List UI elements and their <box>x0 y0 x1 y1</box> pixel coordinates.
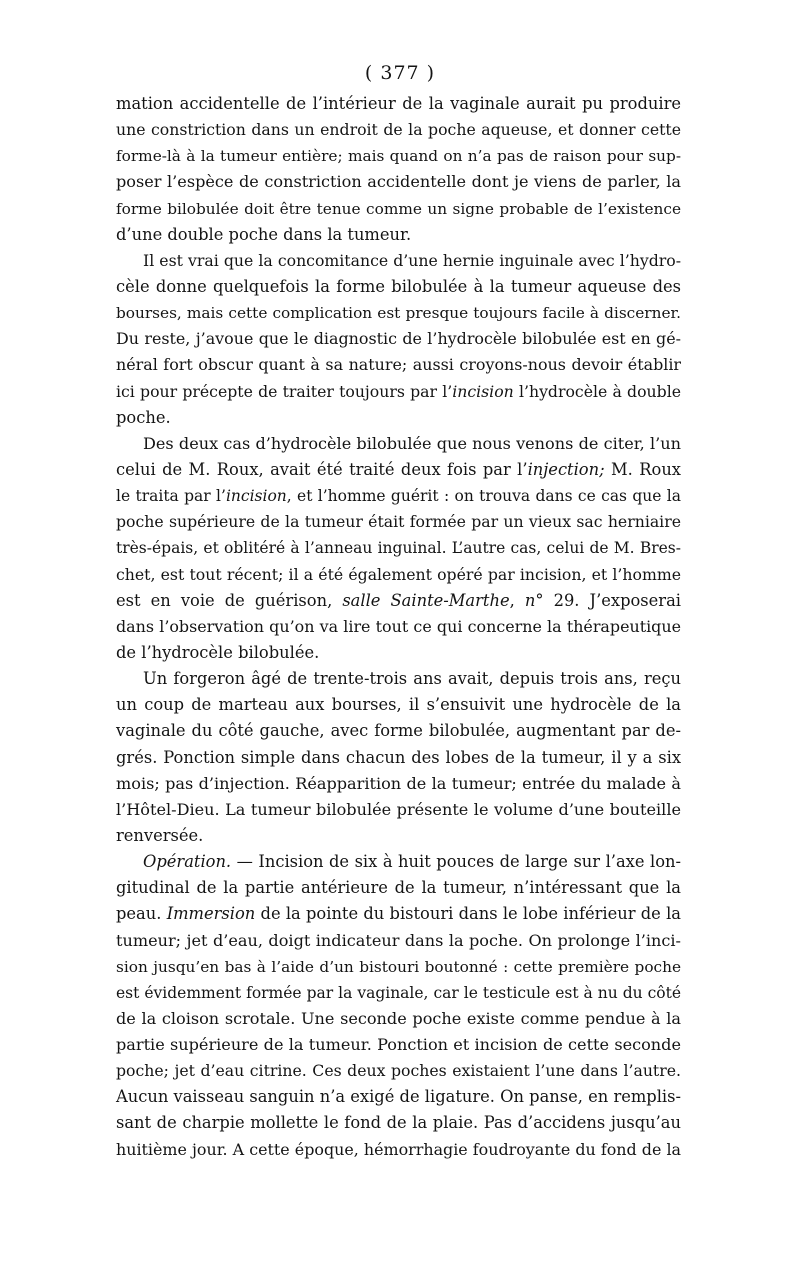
text-segment: partie supérieure de la tumeur. Ponction et incision de cette seconde <box>116 1035 681 1055</box>
text-line <box>116 457 681 483</box>
page-number: ( 377 ) <box>364 62 436 84</box>
text-segment: grés. Ponction simple dans chacun des lobes de la tumeur, il y a six <box>116 747 681 767</box>
text-segment: est évidemment formée par la vaginale, car le testicule est à nu du côté <box>116 983 681 1002</box>
text-line <box>116 797 681 823</box>
text-line <box>116 326 681 352</box>
text-segment: M. Roux <box>604 459 681 479</box>
text-line <box>116 562 681 588</box>
text-line <box>116 1006 681 1032</box>
text-line <box>116 901 681 927</box>
text-line <box>116 431 681 457</box>
text-segment: néral fort obscur quant à sa nature; aussi croyons-nous devoir établir <box>116 355 681 375</box>
text-segment: sion jusqu’en bas à l’aide d’un bistouri boutonné : cette première poche <box>116 957 681 976</box>
body-text <box>116 91 681 1163</box>
text-segment: est en voie de guérison, <box>116 590 343 610</box>
italic-segment: salle Sainte-Marthe <box>342 590 510 610</box>
text-line <box>116 849 681 875</box>
text-line <box>116 352 681 378</box>
text-line <box>116 274 681 300</box>
text-segment: celui de M. Roux, avait été traité deux fois par l’ <box>116 459 528 479</box>
text-segment: Un forgeron âgé de trente-trois ans avait, depuis trois ans, reçu <box>143 669 681 689</box>
text-segment: mois; pas d’injection. Réapparition de la tumeur; entrée du malade à <box>116 773 681 793</box>
text-segment: très-épais, et oblitéré à l’anneau inguinal. L’autre cas, celui de M. Bres- <box>116 539 681 558</box>
text-segment: , <box>509 590 525 610</box>
text-segment: l’hydrocèle à double <box>513 381 681 401</box>
text-line <box>116 379 681 405</box>
text-line <box>116 745 681 771</box>
text-line <box>116 980 681 1006</box>
text-segment: poche; jet d’eau citrine. Ces deux poches existaient l’une dans l’autre. <box>116 1061 681 1081</box>
text-line <box>116 1058 681 1084</box>
italic-segment: Opération. <box>143 852 232 872</box>
text-segment: Aucun vaisseau sanguin n’a exigé de ligature. On panse, en remplis- <box>116 1087 681 1107</box>
italic-segment: Immersion <box>166 904 256 924</box>
text-line <box>116 928 681 954</box>
text-segment: poser l’espèce de constriction accidentelle dont je viens de parler, la <box>116 172 681 192</box>
text-segment: poche. <box>116 407 171 427</box>
text-segment: de la pointe du bistouri dans le lobe inférieur de la <box>255 904 681 924</box>
text-segment: le traita par l’ <box>116 487 226 506</box>
text-line <box>116 692 681 718</box>
text-segment: chet, est tout récent; il a été également opéré par incision, et l’homme <box>116 564 681 584</box>
text-line <box>116 117 681 143</box>
text-segment: — Incision de six à huit pouces de large sur l’axe lon- <box>231 852 681 872</box>
text-segment: ici pour précepte de traiter toujours par l’ <box>116 381 453 401</box>
text-segment: de la cloison scrotale. Une seconde poche existe comme pendue à la <box>116 1008 681 1028</box>
text-line <box>116 718 681 744</box>
text-segment: renversée. <box>116 825 204 845</box>
text-line <box>116 143 681 169</box>
text-line <box>116 640 681 666</box>
italic-segment: n <box>524 590 536 610</box>
text-segment: , et l’homme guérit : on trouva dans ce cas que la <box>286 487 681 506</box>
text-line <box>116 954 681 980</box>
text-segment: bourses, mais cette complication est presque toujours facile à discerner. <box>116 304 681 323</box>
text-line <box>116 222 681 248</box>
text-line <box>116 1137 681 1163</box>
text-line <box>116 535 681 561</box>
text-segment: vaginale du côté gauche, avec forme bilobulée, augmentant par de- <box>116 721 681 741</box>
text-segment: dans l’observation qu’on va lire tout ce qui concerne la thérapeutique <box>116 616 681 636</box>
italic-segment: incision <box>225 487 287 506</box>
text-line <box>116 1084 681 1110</box>
text-segment: Du reste, j’avoue que le diagnostic de l’hydrocèle bilobulée est en gé- <box>116 329 681 349</box>
text-line <box>116 169 681 195</box>
text-segment: sant de charpie mollette le fond de la plaie. Pas d’accidens jusqu’au <box>116 1113 681 1133</box>
text-segment: forme-là à la tumeur entière; mais quand on n’a pas de raison pour sup- <box>116 147 681 166</box>
text-line <box>116 1110 681 1136</box>
italic-segment: incision <box>452 381 514 401</box>
text-segment: gitudinal de la partie antérieure de la tumeur, n’intéressant que la <box>116 878 681 898</box>
text-segment: Des deux cas d’hydrocèle bilobulée que nous venons de citer, l’un <box>143 433 681 453</box>
text-line <box>116 771 681 797</box>
text-line <box>116 823 681 849</box>
text-segment: une constriction dans un endroit de la poche aqueuse, et donner cette <box>116 120 681 140</box>
text-line <box>116 875 681 901</box>
text-segment: d’une double poche dans la tumeur. <box>116 224 412 244</box>
text-line <box>116 509 681 535</box>
text-segment: l’Hôtel-Dieu. La tumeur bilobulée présente le volume d’une bouteille <box>116 799 681 819</box>
text-line <box>116 588 681 614</box>
text-line <box>116 1032 681 1058</box>
text-segment: tumeur; jet d’eau, doigt indicateur dans la poche. On prolonge l’inci- <box>116 930 681 950</box>
text-segment: forme bilobulée doit être tenue comme un signe probable de l’existence <box>116 199 681 218</box>
text-line <box>116 666 681 692</box>
text-segment: poche supérieure de la tumeur était formée par un vieux sac herniaire <box>116 512 681 532</box>
text-segment: Il est vrai que la concomitance d’une hernie inguinale avec l’hydro- <box>143 250 681 270</box>
italic-segment: injection; <box>527 459 605 479</box>
text-segment: de l’hydrocèle bilobulée. <box>116 642 320 662</box>
text-line <box>116 91 681 117</box>
text-line <box>116 405 681 431</box>
text-segment: mation accidentelle de l’intérieur de la vaginale aurait pu produire <box>116 94 681 113</box>
text-segment: cèle donne quelquefois la forme bilobulée à la tumeur aqueuse des <box>116 276 681 296</box>
text-segment: huitième jour. A cette époque, hémorrhagie foudroyante du fond de la <box>116 1139 681 1159</box>
text-line <box>116 248 681 274</box>
text-line <box>116 196 681 222</box>
text-segment: ° 29. J’exposerai <box>535 590 681 610</box>
text-line <box>116 300 681 326</box>
text-segment: un coup de marteau aux bourses, il s’ensuivit une hydrocèle de la <box>116 695 681 715</box>
text-line <box>116 614 681 640</box>
text-line <box>116 483 681 509</box>
text-segment: peau. <box>116 904 167 924</box>
